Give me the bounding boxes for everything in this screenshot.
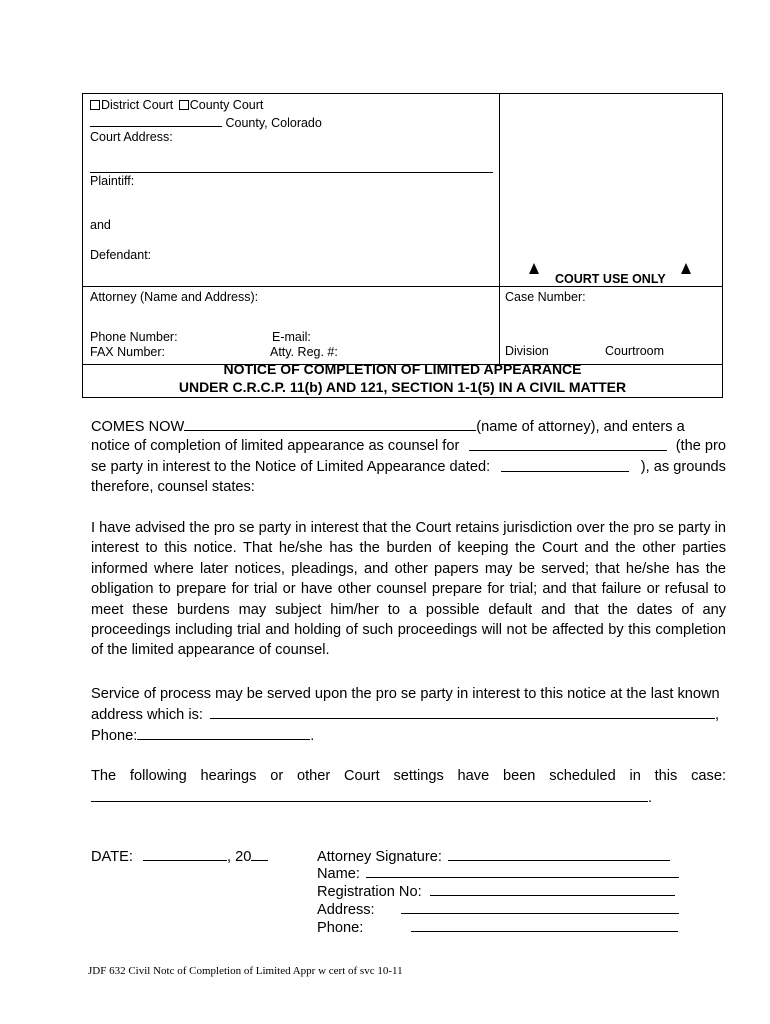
date-line	[91, 846, 268, 867]
as-grounds-text: ), as grounds	[640, 459, 726, 475]
county-row	[90, 115, 322, 130]
document-title-line2: UNDER C.R.C.P. 11(b) AND 121, SECTION 1-1(5) IN A CIVIL MATTER	[178, 379, 627, 395]
courtroom-label: Courtroom	[605, 344, 665, 358]
service-phone-blank[interactable]	[137, 725, 310, 740]
form-footer: JDF 632 Civil Notc of Completion of Limited Appr w cert of svc 10-11	[88, 965, 403, 977]
comes-now-line1	[91, 416, 726, 437]
district-court-label: District Court	[101, 98, 174, 112]
atty-reg-label: Atty. Reg. #:	[270, 345, 338, 359]
plaintiff-label: Plaintiff:	[90, 174, 135, 188]
up-arrow-icon	[681, 263, 691, 274]
email-label: E-mail:	[272, 330, 311, 344]
county-blank[interactable]	[90, 115, 222, 127]
county-court-label: County Court	[189, 98, 264, 112]
date-blank[interactable]	[143, 846, 227, 861]
service-phone-label: Phone:	[91, 728, 138, 744]
notice-date-blank[interactable]	[501, 457, 629, 472]
counsel-states-text: therefore, counsel states:	[91, 479, 255, 495]
year-prefix: , 20	[226, 849, 252, 865]
address-blank[interactable]	[401, 899, 679, 914]
pro-se-party-blank[interactable]	[469, 436, 667, 451]
phone-blank[interactable]	[411, 917, 678, 932]
up-arrow-icon	[529, 263, 539, 274]
and-label: and	[90, 218, 111, 232]
fax-number-label: FAX Number:	[90, 345, 166, 359]
service-address-blank[interactable]	[210, 704, 715, 719]
counsel-for-text: notice of completion of limited appearance as counsel for	[91, 438, 460, 454]
service-line1: Service of process may be served upon the pro se party in interest to this notice at the last known	[91, 686, 720, 702]
comes-now-rest: (name of attorney), and enters a	[476, 419, 685, 435]
defendant-label: Defendant:	[90, 248, 152, 262]
comes-now-line3	[91, 457, 726, 477]
advisement-paragraph: I have advised the pro se party in interest that the Court retains jurisdiction over the pro se party in interest to this notice. That he/she has the burden of keeping the Court and the other parties informed where later notices, pleadings, and other papers may be served; that he/she has the obligation to prepare for trial or have other counsel prepare for trial; and that failure or refusal to meet these burdens may subject him/her to a possible default and that the dates of any proceedings including trial and holding of such proceedings will not be affected by this completion of the limited appearance of counsel.	[91, 520, 726, 659]
notice-dated-text: se party in interest to the Notice of Limited Appearance dated:	[91, 459, 491, 475]
court-address-label: Court Address:	[90, 130, 173, 144]
caption-box	[82, 93, 723, 365]
address-which-is-label: address which is:	[91, 707, 203, 723]
phone-number-label: Phone Number:	[90, 330, 178, 344]
court-use-only-label: COURT USE ONLY	[555, 272, 666, 286]
service-phone-line: Phone: .	[91, 725, 314, 746]
name-label: Name:	[317, 866, 360, 882]
phone-label: Phone:	[317, 920, 364, 936]
attorney-name-blank[interactable]	[184, 416, 476, 431]
comes-now-line2	[91, 436, 726, 456]
year-blank[interactable]	[251, 846, 268, 861]
court-type-row	[90, 98, 263, 112]
court-address-line	[90, 172, 493, 173]
attorney-name-address-label: Attorney (Name and Address):	[90, 290, 259, 304]
service-line2: address which is: ,	[91, 704, 726, 725]
the-pro-text: (the pro	[675, 438, 726, 454]
name-blank[interactable]	[366, 863, 679, 878]
comes-now-label: COMES NOW	[91, 419, 185, 435]
case-number-label: Case Number:	[505, 290, 586, 304]
address-label: Address:	[317, 902, 375, 918]
caption-divider-horizontal	[82, 286, 723, 287]
county-court-checkbox[interactable]	[179, 100, 189, 110]
registration-label: Registration No:	[317, 884, 422, 900]
county-colorado-label: County, Colorado	[225, 116, 322, 130]
district-court-checkbox[interactable]	[90, 100, 100, 110]
phone-row	[317, 917, 678, 938]
attorney-signature-label: Attorney Signature:	[317, 849, 442, 865]
hearings-line: .	[91, 787, 652, 808]
date-label: DATE:	[91, 849, 133, 865]
division-label: Division	[505, 344, 549, 358]
hearings-text: The following hearings or other Court settings have been scheduled in this case:	[91, 768, 726, 784]
registration-blank[interactable]	[430, 881, 675, 896]
document-title-line1: NOTICE OF COMPLETION OF LIMITED APPEARANCE	[223, 361, 582, 377]
attorney-signature-blank[interactable]	[448, 846, 670, 861]
hearings-blank[interactable]	[91, 787, 648, 802]
caption-divider-vertical	[499, 93, 500, 365]
